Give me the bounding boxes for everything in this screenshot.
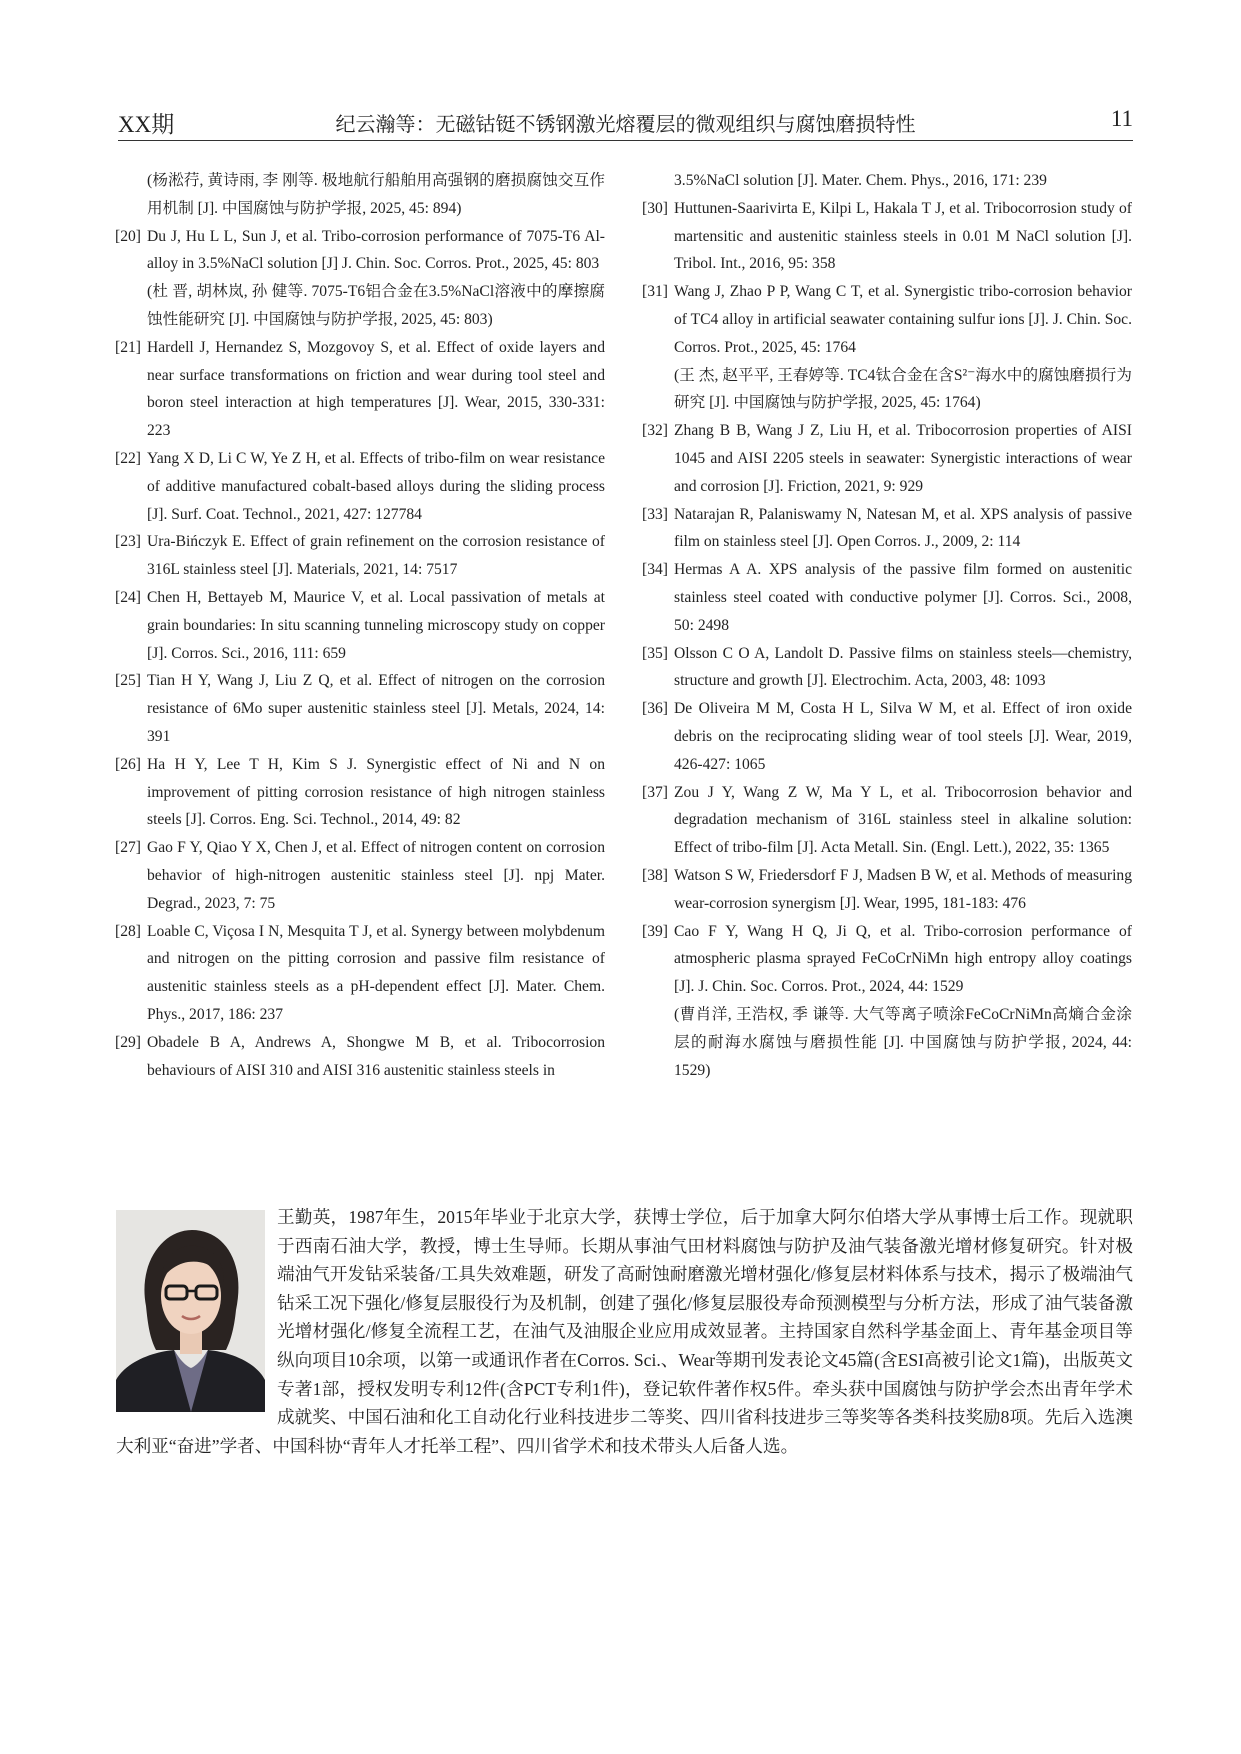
running-header: [118, 104, 1133, 141]
reference-item: [644, 501, 1132, 557]
reference-number: [21]: [115, 338, 141, 356]
reference-chinese-text: (王 杰, 赵平平, 王春婷等. TC4钛合金在含S²⁻海水中的腐蚀磨损行为研究 [J]. 中国腐蚀与防护学报, 2025, 45: 1764): [674, 366, 1132, 412]
reference-text: Tian H Y, Wang J, Liu Z Q, et al. Effect of nitrogen on the corrosion resistance of 6Mo super austenitic stainless steel [J]. Metals, 2024, 14: 391: [147, 672, 605, 745]
reference-item: [644, 695, 1132, 778]
reference-text: Chen H, Bettayeb M, Maurice V, et al. Local passivation of metals at grain boundaries: In situ scanning tunneling microscopy study on copper [J]. Corros. Sci., 2016, 111: 659: [147, 588, 605, 662]
reference-text: Olsson C O A, Landolt D. Passive films on stainless steels—chemistry, structure and growth [J]. Electrochim. Acta, 2003, 48: 1093: [674, 644, 1132, 690]
reference-number: [24]: [115, 588, 141, 606]
reference-chinese-text: (杜 晋, 胡林岚, 孙 健等. 7075-T6铝合金在3.5%NaCl溶液中的摩擦腐蚀性能研究 [J]. 中国腐蚀与防护学报, 2025, 45: 803): [147, 283, 605, 328]
reference-text: Loable C, Viçosa I N, Mesquita T J, et al. Synergy between molybdenum and nitrogen on the pitting corrosion and passive film resistance of austenitic stainless steels as a pH-dependent effect [J]. Mater. Chem. Phys., 2017, 186: 237: [147, 922, 605, 1023]
reference-item: [117, 1029, 605, 1085]
photo-spacer: [116, 1203, 277, 1425]
reference-item: [644, 195, 1132, 278]
reference-number: [25]: [115, 672, 141, 690]
reference-number: [28]: [115, 922, 141, 940]
reference-number: [36]: [642, 700, 668, 718]
reference-text: Zhang B B, Wang J Z, Liu H, et al. Tribocorrosion properties of AISI 1045 and AISI 2205 steels in seawater: Synergistic interactions of wear and corrosion [J]. Friction, 2021, 9: 929: [674, 422, 1132, 495]
reference-text: Yang X D, Li C W, Ye Z H, et al. Effects of tribo-film on wear resistance of additive manufactured cobalt-based alloys during the sliding process [J]. Surf. Coat. Technol., 2021, 427: 127784: [147, 449, 605, 523]
reference-number: [33]: [642, 505, 668, 523]
reference-text: Hardell J, Hernandez S, Mozgovoy S, et al. Effect of oxide layers and near surface transformations on friction and wear during tool steel and boron steel interaction at high temperatures [J]. Wear, 2015, 330-331: 223: [147, 338, 605, 440]
running-title: 纪云瀚等：无磁钴铤不锈钢激光熔覆层的微观组织与腐蚀磨损特性: [335, 114, 916, 136]
reference-number: [34]: [642, 561, 668, 579]
reference-text: Obadele B A, Andrews A, Shongwe M B, et al. Tribocorrosion behaviours of AISI 310 and AISI 316 austenitic stainless steels in: [147, 1033, 605, 1079]
reference-item: [644, 167, 1132, 195]
reference-text: De Oliveira M M, Costa H L, Silva W M, et al. Effect of iron oxide debris on the reciprocating sliding wear of tool steels [J]. Wear, 2019, 426-427: 1065: [674, 700, 1132, 773]
references-right-column: [644, 167, 1132, 1084]
reference-number: [38]: [642, 866, 668, 884]
reference-text: 3.5%NaCl solution [J]. Mater. Chem. Phys., 2016, 171: 239: [674, 172, 1047, 189]
reference-text: Hermas A A. XPS analysis of the passive film formed on austenitic stainless steel coated with conductive polymer [J]. Corros. Sci., 2008, 50: 2498: [674, 561, 1132, 634]
reference-chinese-text: (杨淞荇, 黄诗雨, 李 刚等. 极地航行船舶用高强钢的磨损腐蚀交互作用机制 [J]. 中国腐蚀与防护学报, 2025, 45: 894): [147, 172, 605, 217]
page-number: 11: [1110, 106, 1133, 131]
references-left-column: [117, 167, 605, 1084]
reference-chinese-text: (曹肖洋, 王浩权, 季 谦等. 大气等离子喷涂FeCoCrNiMn高熵合金涂层的耐海水腐蚀与磨损性能 [J]. 中国腐蚀与防护学报, 2024, 44: 1529): [674, 1005, 1132, 1079]
issue-label: XX期: [118, 112, 175, 137]
reference-number: [35]: [642, 644, 668, 662]
reference-number: [32]: [642, 422, 668, 440]
reference-number: [39]: [642, 922, 668, 940]
reference-number: [22]: [115, 449, 141, 467]
reference-item: [117, 334, 605, 445]
reference-item: [117, 667, 605, 750]
reference-number: [29]: [115, 1033, 141, 1051]
reference-number: [31]: [642, 283, 668, 301]
reference-item: [644, 779, 1132, 862]
reference-text: Natarajan R, Palaniswamy N, Natesan M, et al. XPS analysis of passive film on stainless steel [J]. Open Corros. J., 2009, 2: 114: [674, 505, 1132, 551]
reference-number: [27]: [115, 839, 141, 857]
reference-text: Ha H Y, Lee T H, Kim S J. Synergistic effect of Ni and N on improvement of pitting corrosion resistance of high nitrogen stainless steels [J]. Corros. Eng. Sci. Technol., 2014, 49: 82: [147, 755, 605, 829]
reference-text: Gao F Y, Qiao Y X, Chen J, et al. Effect of nitrogen content on corrosion behavior of high-nitrogen austenitic stainless steel [J]. npj Mater. Degrad., 2023, 7: 75: [147, 839, 605, 912]
reference-text: Cao F Y, Wang H Q, Ji Q, et al. Tribo-corrosion performance of atmospheric plasma sprayed FeCoCrNiMn high entropy alloy coatings [J]. J. Chin. Soc. Corros. Prot., 2024, 44: 1529: [674, 922, 1132, 996]
reference-item: [117, 751, 605, 834]
reference-text: Du J, Hu L L, Sun J, et al. Tribo-corrosion performance of 7075-T6 Al-alloy in 3.5%NaCl solution [J] J. Chin. Soc. Corros. Prot., 2025, 45: 803: [147, 227, 605, 273]
reference-number: [37]: [642, 783, 668, 801]
reference-item: [117, 834, 605, 917]
reference-number: [20]: [115, 227, 141, 245]
reference-number: [26]: [115, 755, 141, 773]
reference-text: Ura-Bińczyk E. Effect of grain refinement on the corrosion resistance of 316L stainless steel [J]. Materials, 2021, 14: 7517: [147, 533, 605, 579]
reference-item: [117, 223, 605, 334]
reference-item: [644, 918, 1132, 1085]
reference-item: [644, 862, 1132, 918]
reference-text: Watson S W, Friedersdorf F J, Madsen B W, et al. Methods of measuring wear-corrosion synergism [J]. Wear, 1995, 181-183: 476: [674, 866, 1132, 912]
reference-text: Huttunen-Saarivirta E, Kilpi L, Hakala T J, et al. Tribocorrosion study of martensitic and austenitic stainless steels in 0.01 M NaCl solution [J]. Tribol. Int., 2016, 95: 358: [674, 199, 1132, 273]
biography-text: 王勤英，1987年生，2015年毕业于北京大学，获博士学位，后于加拿大阿尔伯塔大学从事博士后工作。现就职于西南石油大学，教授，博士生导师。长期从事油气田材料腐蚀与防护及油气装备激光增材修复研究。针对极端油气开发钻采装备/工具失效难题，研发了高耐蚀耐磨激光增材强化/修复层材料体系与技术，揭示了极端油气钻采工况下强化/修复层服役行为及机制，创建了强化/修复层服役寿命预测模型与分析方法，形成了油气装备激光增材强化/修复全流程工艺，在油气及油服企业应用成效显著。主持国家自然科学基金面上、青年基金项目等纵向项目10余项，以第一或通讯作者在Corros. Sci.、Wear等期刊发表论文45篇(含ESI高被引论文1篇)，出版英文专著1部，授权发明专利12件(含PCT专利1件)，登记软件著作权5件。牵头获中国腐蚀与防护学会杰出青年学术成就奖、中国石油和化工自动化行业科技进步二等奖、四川省科技进步三等奖等各类科技奖励8项。先后入选澳大利亚“奋进”学者、中国科协“青年人才托举工程”、四川省学术和技术带头人后备人选。: [116, 1207, 1133, 1456]
reference-item: [117, 167, 605, 223]
reference-item: [117, 918, 605, 1029]
reference-item: [644, 417, 1132, 500]
reference-item: [644, 640, 1132, 696]
reference-item: [117, 528, 605, 584]
author-biography: [116, 1203, 1133, 1460]
reference-item: [644, 556, 1132, 639]
reference-number: [23]: [115, 533, 141, 551]
reference-text: Zou J Y, Wang Z W, Ma Y L, et al. Tribocorrosion behavior and degradation mechanism of 316L stainless steel in alkaline solution: Effect of tribo-film [J]. Acta Metall. Sin. (Engl. Lett.), 2022, 35: 1365: [674, 783, 1132, 857]
reference-number: [30]: [642, 199, 668, 217]
reference-item: [117, 584, 605, 667]
reference-text: Wang J, Zhao P P, Wang C T, et al. Synergistic tribo-corrosion behavior of TC4 alloy in artificial seawater containing sulfur ions [J]. J. Chin. Soc. Corros. Prot., 2025, 45: 1764: [674, 283, 1132, 356]
reference-item: [644, 278, 1132, 417]
reference-item: [117, 445, 605, 528]
